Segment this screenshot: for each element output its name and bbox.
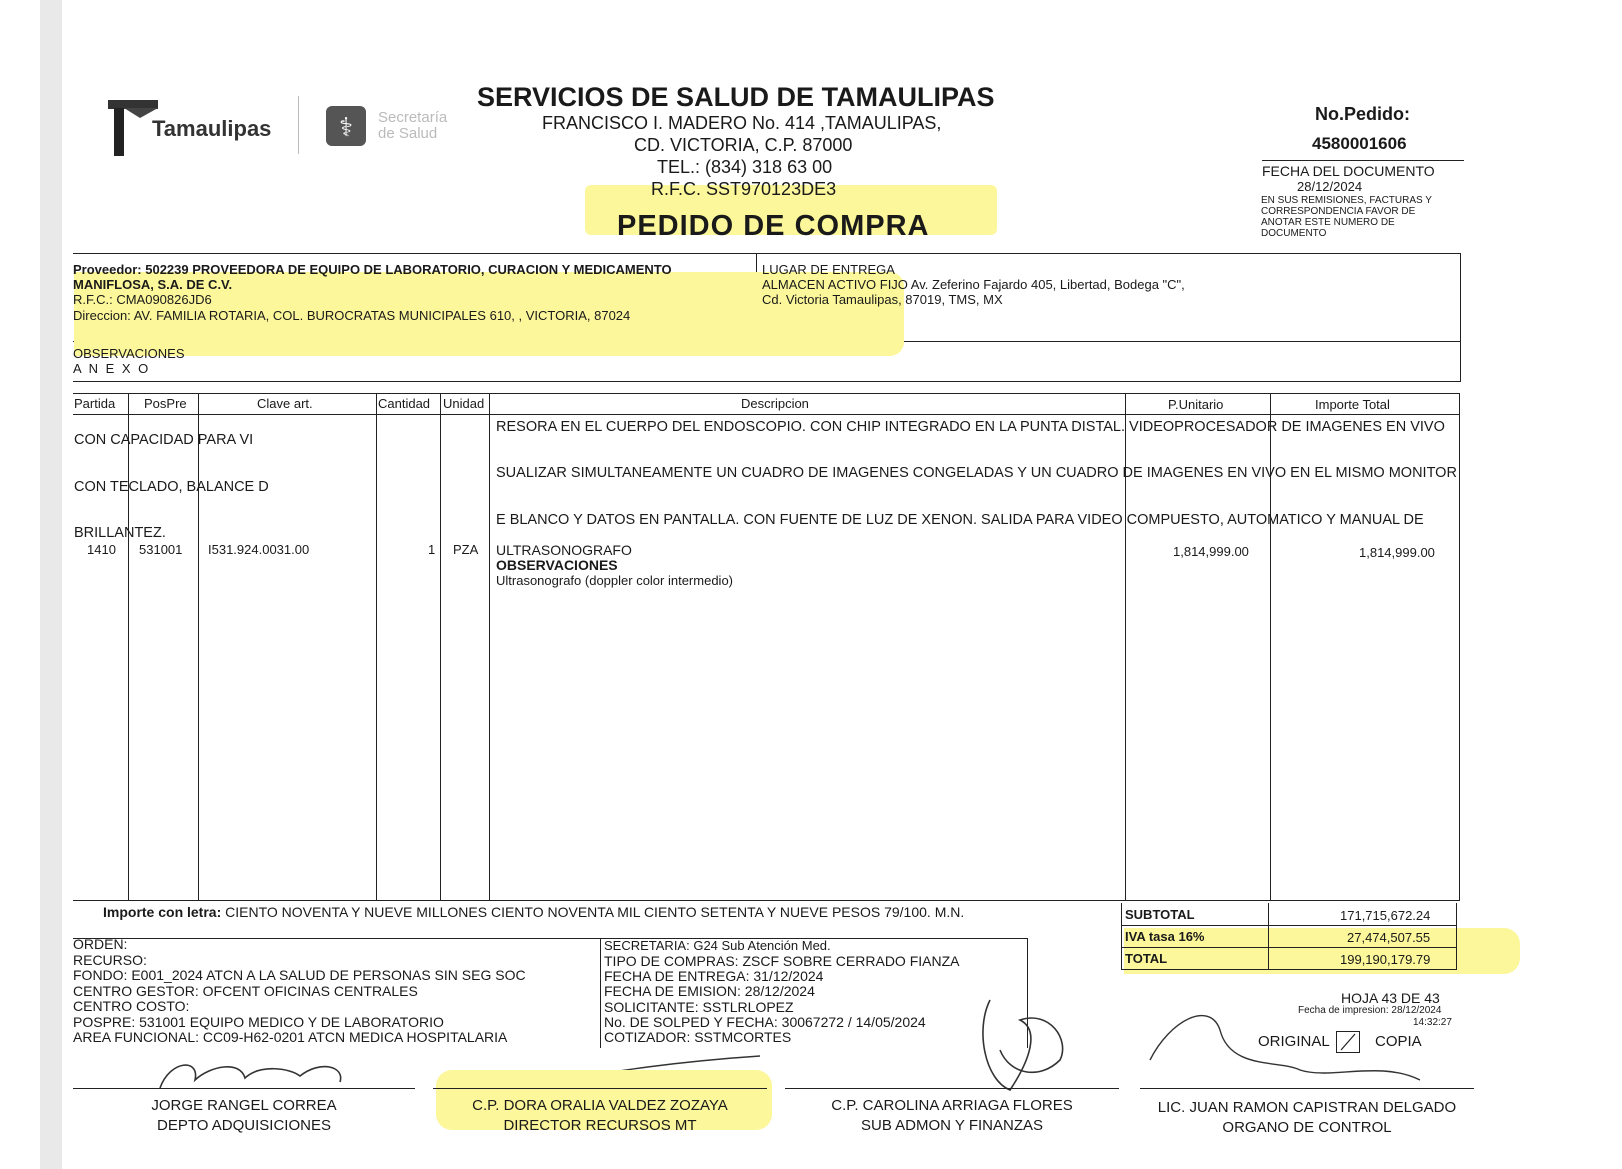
delivery-line-1: ALMACEN ACTIVO FIJO Av. Zeferino Fajardo 405, Libertad, Bodega "C", bbox=[762, 277, 1185, 292]
row-cantidad: 1 bbox=[428, 542, 436, 557]
iva-label: IVA tasa 16% bbox=[1125, 929, 1205, 944]
subtotal-value: 171,715,672.24 bbox=[1340, 908, 1431, 923]
provider-company: MANIFLOSA, S.A. DE C.V. bbox=[73, 277, 233, 292]
budget-line: RECURSO: bbox=[73, 952, 147, 968]
signature-line bbox=[785, 1088, 1119, 1089]
amount-words-value: CIENTO NOVENTA Y NUEVE MILLONES CIENTO NOVENTA MIL CIENTO SETENTA Y NUEVE PESOS 79/100. M.N. bbox=[225, 904, 965, 920]
secretaria-salud-logo-text: Secretaría de Salud bbox=[378, 109, 448, 142]
row-partida: 1410 bbox=[87, 542, 116, 557]
header-partida: Partida bbox=[74, 396, 116, 411]
order-note-4: DOCUMENTO bbox=[1261, 228, 1327, 239]
header-unidad: Unidad bbox=[443, 396, 485, 411]
description-fragment: CON TECLADO, BALANCE D bbox=[74, 479, 269, 495]
row-obs-label: OBSERVACIONES bbox=[496, 557, 618, 573]
purchase-info-line: TIPO DE COMPRAS: ZSCF SOBRE CERRADO FIANZA bbox=[604, 953, 960, 969]
org-address-2: CD. VICTORIA, C.P. 87000 bbox=[634, 135, 853, 155]
signature-line bbox=[433, 1088, 767, 1089]
header-clave: Clave art. bbox=[257, 396, 313, 411]
provider-line: Proveedor: 502239 PROVEEDORA DE EQUIPO DE LABORATORIO, CURACION Y MEDICAMENTO bbox=[73, 262, 672, 277]
purchase-info-line: FECHA DE EMISION: 28/12/2024 bbox=[604, 983, 815, 999]
signer-name: JORGE RANGEL CORREA bbox=[151, 1097, 337, 1114]
purchase-info-line: COTIZADOR: SSTMCORTES bbox=[604, 1029, 792, 1045]
order-number-label: No.Pedido: bbox=[1315, 104, 1410, 124]
description-continuation: RESORA EN EL CUERPO DEL ENDOSCOPIO. CON CHIP INTEGRADO EN LA PUNTA DISTAL. VIDEOPROCESADOR DE IMAGENES EN VIVO bbox=[496, 419, 1445, 435]
purchase-info-line: SOLICITANTE: SSTLRLOPEZ bbox=[604, 999, 794, 1015]
observations-label: OBSERVACIONES bbox=[73, 346, 185, 361]
delivery-line-2: Cd. Victoria Tamaulipas, 87019, TMS, MX bbox=[762, 292, 1003, 307]
order-note-2: CORRESPONDENCIA FAVOR DE bbox=[1261, 206, 1416, 217]
header-cantidad: Cantidad bbox=[378, 396, 431, 411]
signature-line bbox=[1140, 1088, 1474, 1089]
row-descripcion: ULTRASONOGRAFO bbox=[496, 542, 632, 558]
description-continuation: SUALIZAR SIMULTANEAMENTE UN CUADRO DE IMAGENES CONGELADAS Y UN CUADRO DE IMAGENES EN VIVO EN EL MISMO MONITOR bbox=[496, 465, 1457, 481]
signer-name: C.P. CAROLINA ARRIAGA FLORES bbox=[831, 1097, 1073, 1114]
provider-rfc: R.F.C.: CMA090826JD6 bbox=[73, 292, 212, 307]
description-fragment: BRILLANTEZ. bbox=[74, 525, 166, 541]
org-rfc: R.F.C. SST970123DE3 bbox=[651, 179, 837, 199]
print-date: Fecha de impresion: 28/12/2024 bbox=[1298, 1005, 1442, 1016]
org-tel: TEL.: (834) 318 63 00 bbox=[657, 157, 833, 177]
subtotal-label: SUBTOTAL bbox=[1125, 907, 1195, 922]
signer-title: ORGANO DE CONTROL bbox=[1222, 1119, 1392, 1136]
header-descripcion: Descripcion bbox=[741, 396, 809, 411]
signer-name: LIC. JUAN RAMON CAPISTRAN DELGADO bbox=[1157, 1099, 1457, 1116]
budget-line: FONDO: E001_2024 ATCN A LA SALUD DE PERSONAS SIN SEG SOC bbox=[73, 967, 526, 983]
purchase-info-line: No. DE SOLPED Y FECHA: 30067272 / 14/05/2024 bbox=[604, 1014, 926, 1030]
signature-line bbox=[73, 1088, 415, 1089]
order-note-1: EN SUS REMISIONES, FACTURAS Y bbox=[1261, 195, 1432, 206]
purchase-info-line: FECHA DE ENTREGA: 31/12/2024 bbox=[604, 968, 824, 984]
row-p-unitario: 1,814,999.00 bbox=[1173, 544, 1249, 559]
signer-title: SUB ADMON Y FINANZAS bbox=[861, 1117, 1043, 1134]
row-clave: I531.924.0031.00 bbox=[208, 542, 310, 557]
row-obs-value: Ultrasonografo (doppler color intermedio) bbox=[496, 573, 734, 588]
signer-name: C.P. DORA ORALIA VALDEZ ZOZAYA bbox=[472, 1097, 728, 1114]
observations-value: A N E X O bbox=[73, 361, 151, 376]
row-pospre: 531001 bbox=[139, 542, 183, 557]
document-title: PEDIDO DE COMPRA bbox=[617, 210, 930, 242]
org-title: SERVICIOS DE SALUD DE TAMAULIPAS bbox=[477, 82, 995, 112]
header-importe-total: Importe Total bbox=[1315, 397, 1390, 412]
order-note-3: ANOTAR ESTE NUMERO DE bbox=[1261, 217, 1395, 228]
description-fragment: CON CAPACIDAD PARA VI bbox=[74, 432, 254, 448]
org-address-1: FRANCISCO I. MADERO No. 414 ,TAMAULIPAS, bbox=[542, 113, 942, 133]
iva-value: 27,474,507.55 bbox=[1347, 930, 1431, 945]
budget-line: ORDEN: bbox=[73, 936, 128, 952]
budget-line: CENTRO GESTOR: OFCENT OFICINAS CENTRALES bbox=[73, 983, 418, 999]
print-time: 14:32:27 bbox=[1413, 1017, 1452, 1028]
total-label: TOTAL bbox=[1125, 951, 1168, 966]
document-date-label: FECHA DEL DOCUMENTO bbox=[1262, 163, 1435, 179]
header-p-unitario: P.Unitario bbox=[1168, 397, 1224, 412]
budget-line: AREA FUNCIONAL: CC09-H62-0201 ATCN MEDICA HOSPITALARIA bbox=[73, 1029, 508, 1045]
delivery-label: LUGAR DE ENTREGA bbox=[762, 262, 895, 277]
budget-line: POSPRE: 531001 EQUIPO MEDICO Y DE LABORATORIO bbox=[73, 1014, 444, 1030]
copia-label: COPIA bbox=[1375, 1033, 1422, 1050]
provider-address: Direccion: AV. FAMILIA ROTARIA, COL. BUROCRATAS MUNICIPALES 610, , VICTORIA, 87024 bbox=[73, 308, 631, 323]
svg-text:⚕: ⚕ bbox=[338, 113, 354, 143]
original-label: ORIGINAL bbox=[1258, 1033, 1330, 1050]
budget-line: CENTRO COSTO: bbox=[73, 998, 190, 1014]
order-number: 4580001606 bbox=[1312, 134, 1407, 153]
signer-title: DEPTO ADQUISICIONES bbox=[157, 1117, 331, 1134]
signer-title: DIRECTOR RECURSOS MT bbox=[503, 1117, 697, 1134]
row-unidad: PZA bbox=[453, 542, 479, 557]
description-continuation: E BLANCO Y DATOS EN PANTALLA. CON FUENTE DE LUZ DE XENON. SALIDA PARA VIDEO COMPUESTO, AUTOMATICO Y MANUAL DE bbox=[496, 512, 1424, 528]
total-value: 199,190,179.79 bbox=[1340, 952, 1431, 967]
amount-words-label: Importe con letra: bbox=[103, 904, 222, 920]
header-pospre: PosPre bbox=[144, 396, 187, 411]
purchase-info-line: SECRETARIA: G24 Sub Atención Med. bbox=[604, 938, 831, 953]
document-date: 28/12/2024 bbox=[1297, 179, 1363, 194]
sheet-number: HOJA 43 DE 43 bbox=[1341, 990, 1440, 1006]
tamaulipas-logo-text: Tamaulipas bbox=[152, 116, 272, 141]
row-importe: 1,814,999.00 bbox=[1359, 545, 1435, 560]
